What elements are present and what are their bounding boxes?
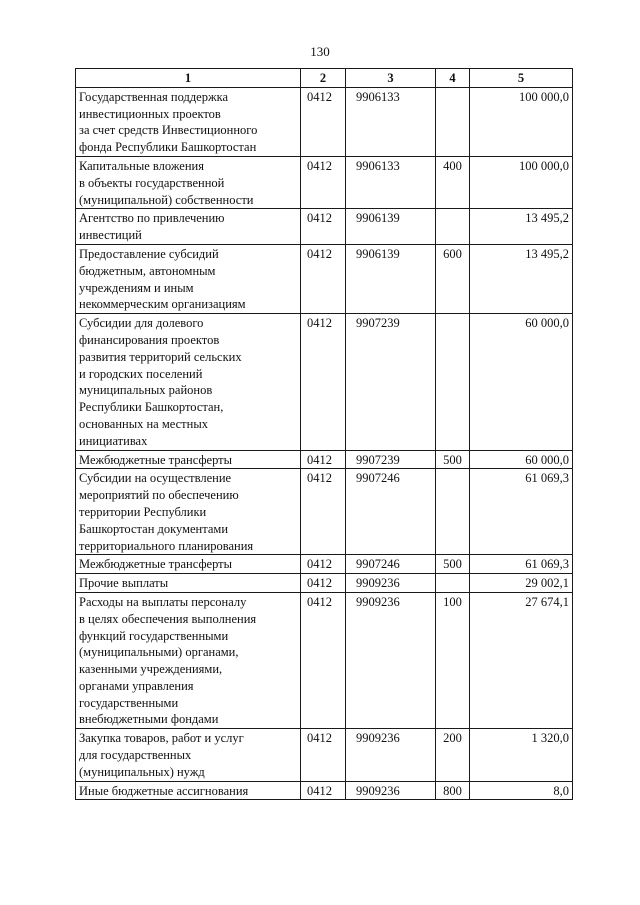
amount-cell: 61 069,3 (470, 555, 573, 574)
section-code-cell: 0412 (301, 87, 346, 156)
expense-name-cell: Субсидии на осуществление мероприятий по обеспечению территории Республики Башкортостан документами территориального планирования (76, 469, 301, 555)
expense-name-cell: Межбюджетные трансферты (76, 450, 301, 469)
column-header-type: 4 (436, 69, 470, 88)
section-code-cell: 0412 (301, 781, 346, 800)
expense-name-cell: Межбюджетные трансферты (76, 555, 301, 574)
section-code-cell: 0412 (301, 244, 346, 313)
expense-name-cell: Агентство по привлечению инвестиций (76, 209, 301, 245)
section-code-cell: 0412 (301, 555, 346, 574)
section-code-cell: 0412 (301, 209, 346, 245)
amount-cell: 1 320,0 (470, 729, 573, 781)
table-header-row (76, 69, 573, 88)
expense-type-cell: 800 (436, 781, 470, 800)
table-row (76, 314, 573, 450)
table-row (76, 450, 573, 469)
article-code-cell: 9909236 (346, 592, 436, 728)
article-code-cell: 9907246 (346, 469, 436, 555)
column-header-article: 3 (346, 69, 436, 88)
table-row (76, 574, 573, 593)
section-code-cell: 0412 (301, 592, 346, 728)
table-row (76, 156, 573, 208)
expense-type-cell: 400 (436, 156, 470, 208)
article-code-cell: 9906133 (346, 156, 436, 208)
section-code-cell: 0412 (301, 450, 346, 469)
table-row (76, 244, 573, 313)
table-row (76, 469, 573, 555)
table-row (76, 592, 573, 728)
table-row (76, 729, 573, 781)
section-code-cell: 0412 (301, 729, 346, 781)
column-header-section: 2 (301, 69, 346, 88)
expense-type-cell (436, 87, 470, 156)
expense-name-cell: Субсидии для долевого финансирования проектов развития территорий сельских и городских поселений муниципальных районов Республики Башкортостан, основанных на местных инициативах (76, 314, 301, 450)
table-row (76, 87, 573, 156)
expense-name-cell: Расходы на выплаты персоналу в целях обеспечения выполнения функций государственными (муниципальными) органами, казенными учреждениями, органами управления государственными внебюджетными фондами (76, 592, 301, 728)
article-code-cell: 9909236 (346, 574, 436, 593)
table-row (76, 781, 573, 800)
table-row (76, 555, 573, 574)
expense-type-cell: 100 (436, 592, 470, 728)
section-code-cell: 0412 (301, 574, 346, 593)
amount-cell: 13 495,2 (470, 244, 573, 313)
expense-name-cell: Прочие выплаты (76, 574, 301, 593)
expense-type-cell: 500 (436, 555, 470, 574)
expense-type-cell (436, 574, 470, 593)
expense-name-cell: Иные бюджетные ассигнования (76, 781, 301, 800)
article-code-cell: 9906139 (346, 209, 436, 245)
section-code-cell: 0412 (301, 156, 346, 208)
amount-cell: 100 000,0 (470, 87, 573, 156)
amount-cell: 61 069,3 (470, 469, 573, 555)
table-row (76, 209, 573, 245)
article-code-cell: 9907246 (346, 555, 436, 574)
expense-name-cell: Государственная поддержка инвестиционных проектов за счет средств Инвестиционного фонда Республики Башкортостан (76, 87, 301, 156)
expense-type-cell (436, 469, 470, 555)
column-header-amount: 5 (470, 69, 573, 88)
amount-cell: 29 002,1 (470, 574, 573, 593)
expense-name-cell: Закупка товаров, работ и услуг для государственных (муниципальных) нужд (76, 729, 301, 781)
article-code-cell: 9906139 (346, 244, 436, 313)
expense-type-cell: 600 (436, 244, 470, 313)
budget-table (75, 68, 573, 800)
expense-type-cell: 200 (436, 729, 470, 781)
section-code-cell: 0412 (301, 314, 346, 450)
expense-type-cell (436, 314, 470, 450)
article-code-cell: 9906133 (346, 87, 436, 156)
expense-type-cell: 500 (436, 450, 470, 469)
expense-type-cell (436, 209, 470, 245)
expense-name-cell: Капитальные вложения в объекты государственной (муниципальной) собственности (76, 156, 301, 208)
page-number: 130 (310, 44, 330, 59)
amount-cell: 8,0 (470, 781, 573, 800)
amount-cell: 60 000,0 (470, 450, 573, 469)
amount-cell: 27 674,1 (470, 592, 573, 728)
article-code-cell: 9909236 (346, 729, 436, 781)
amount-cell: 60 000,0 (470, 314, 573, 450)
expense-name-cell: Предоставление субсидий бюджетным, автономным учреждениям и иным некоммерческим организациям (76, 244, 301, 313)
section-code-cell: 0412 (301, 469, 346, 555)
column-header-name: 1 (76, 69, 301, 88)
article-code-cell: 9907239 (346, 314, 436, 450)
article-code-cell: 9909236 (346, 781, 436, 800)
article-code-cell: 9907239 (346, 450, 436, 469)
amount-cell: 100 000,0 (470, 156, 573, 208)
amount-cell: 13 495,2 (470, 209, 573, 245)
